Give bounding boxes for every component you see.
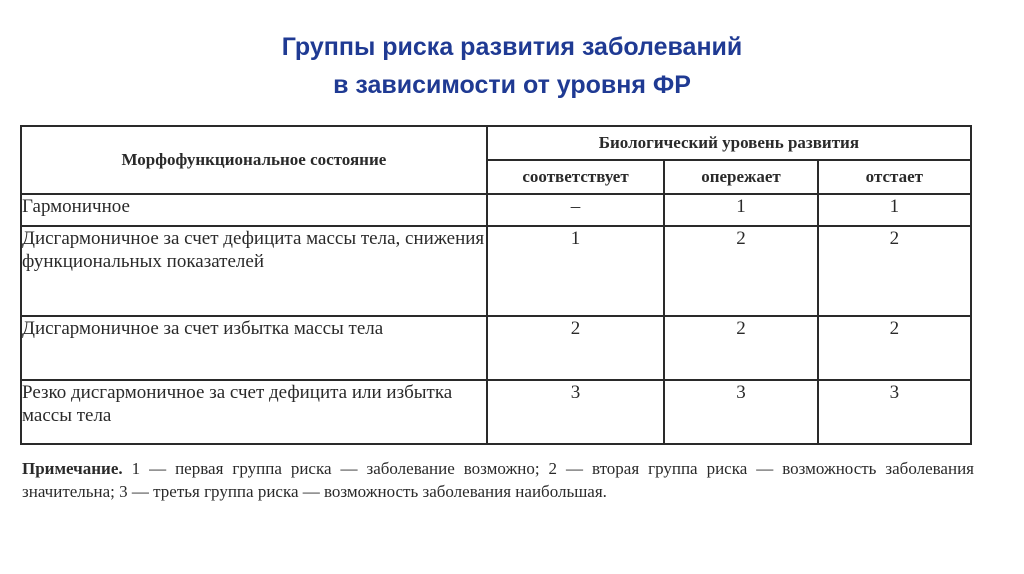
row-state-label: Резко дисгармоничное за счет дефицита или избытка массы тела xyxy=(21,380,487,444)
header-morphofunctional-state: Морфофункциональное состояние xyxy=(21,126,487,194)
row-value-behind: 2 xyxy=(818,226,971,316)
slide-title xyxy=(0,28,1024,104)
table-header-row xyxy=(21,126,971,160)
row-value-matches: 1 xyxy=(487,226,664,316)
table-note xyxy=(22,457,974,503)
note-text: 1 — первая группа риска — заболевание возможно; 2 — вторая группа риска — возможность заболевания значительна; 3 — третья группа риска — возможность заболевания наибольшая. xyxy=(22,459,974,501)
row-value-ahead: 3 xyxy=(664,380,817,444)
row-value-matches: – xyxy=(487,194,664,226)
table-row xyxy=(21,194,971,226)
row-value-ahead: 1 xyxy=(664,194,817,226)
subheader-ahead: опережает xyxy=(664,160,817,194)
row-state-label: Гармоничное xyxy=(21,194,487,226)
row-value-matches: 2 xyxy=(487,316,664,380)
risk-groups-table xyxy=(20,125,972,445)
row-value-behind: 1 xyxy=(818,194,971,226)
row-value-ahead: 2 xyxy=(664,316,817,380)
row-state-label: Дисгармоничное за счет дефицита массы тела, снижения функциональных показателей xyxy=(21,226,487,316)
subheader-behind: отстает xyxy=(818,160,971,194)
title-line-2: в зависимости от уровня ФР xyxy=(333,71,691,99)
row-value-matches: 3 xyxy=(487,380,664,444)
table-row xyxy=(21,226,971,316)
row-value-ahead: 2 xyxy=(664,226,817,316)
row-value-behind: 2 xyxy=(818,316,971,380)
subheader-matches: соответствует xyxy=(487,160,664,194)
table-row xyxy=(21,316,971,380)
header-biological-level: Биологический уровень развития xyxy=(487,126,971,160)
row-state-label: Дисгармоничное за счет избытка массы тела xyxy=(21,316,487,380)
table-row xyxy=(21,380,971,444)
row-value-behind: 3 xyxy=(818,380,971,444)
title-line-1: Группы риска развития заболеваний xyxy=(281,33,743,61)
note-label: Примечание. xyxy=(22,459,123,478)
